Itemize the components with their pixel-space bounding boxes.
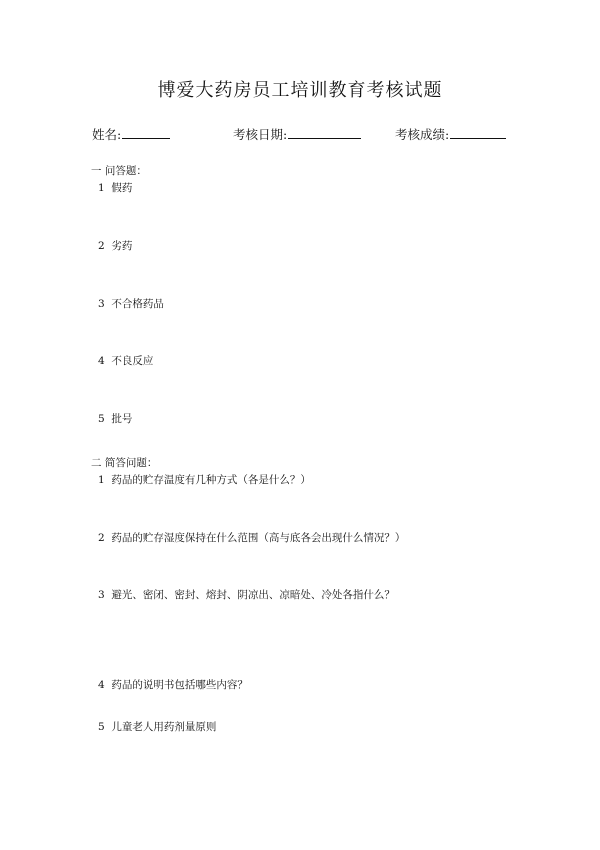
question-item [98, 472, 311, 487]
question-text: 药品的贮存温度有几种方式（各是什么？） [111, 474, 311, 486]
name-field [92, 125, 170, 143]
name-label: 姓名: [92, 127, 122, 142]
question-number: 5 [98, 413, 105, 425]
question-item [98, 411, 132, 426]
question-text: 不合格药品 [111, 298, 164, 310]
score-label: 考核成绩: [395, 127, 450, 142]
question-text: 避光、密闭、密封、熔封、阴凉出、凉暗处、冷处各指什么？ [111, 589, 395, 601]
question-number: 2 [98, 240, 105, 252]
question-text: 批号 [111, 413, 133, 425]
question-number: 5 [98, 721, 105, 733]
question-number: 3 [98, 298, 105, 310]
question-item [98, 353, 153, 368]
question-number: 4 [98, 355, 105, 367]
question-item [98, 180, 132, 195]
question-text: 不良反应 [111, 355, 154, 367]
question-number: 1 [98, 474, 105, 486]
question-text: 药品的说明书包括哪些内容？ [111, 679, 248, 691]
date-field [233, 125, 361, 143]
question-item [98, 677, 248, 692]
question-text: 假药 [111, 182, 133, 194]
section1-heading: 一 问答题： [91, 165, 147, 177]
section2-heading: 二 简答问题： [91, 457, 158, 469]
question-number: 3 [98, 589, 105, 601]
question-text: 劣药 [111, 240, 133, 252]
question-number: 1 [98, 182, 105, 194]
date-label: 考核日期: [233, 127, 288, 142]
question-item [98, 719, 216, 734]
question-text: 儿童老人用药剂量原则 [111, 721, 217, 733]
question-item [98, 587, 395, 602]
date-blank[interactable] [288, 126, 361, 139]
score-blank[interactable] [450, 126, 506, 139]
question-item [98, 530, 405, 545]
question-number: 4 [98, 679, 105, 691]
question-number: 2 [98, 532, 105, 544]
page-title: 博爱大药房员工培训教育考核试题 [157, 80, 443, 101]
question-item [98, 238, 132, 253]
name-blank[interactable] [122, 126, 170, 139]
question-item [98, 296, 164, 311]
question-text: 药品的贮存湿度保持在什么范围（高与底各会出现什么情况？） [111, 532, 406, 544]
score-field [395, 125, 506, 143]
